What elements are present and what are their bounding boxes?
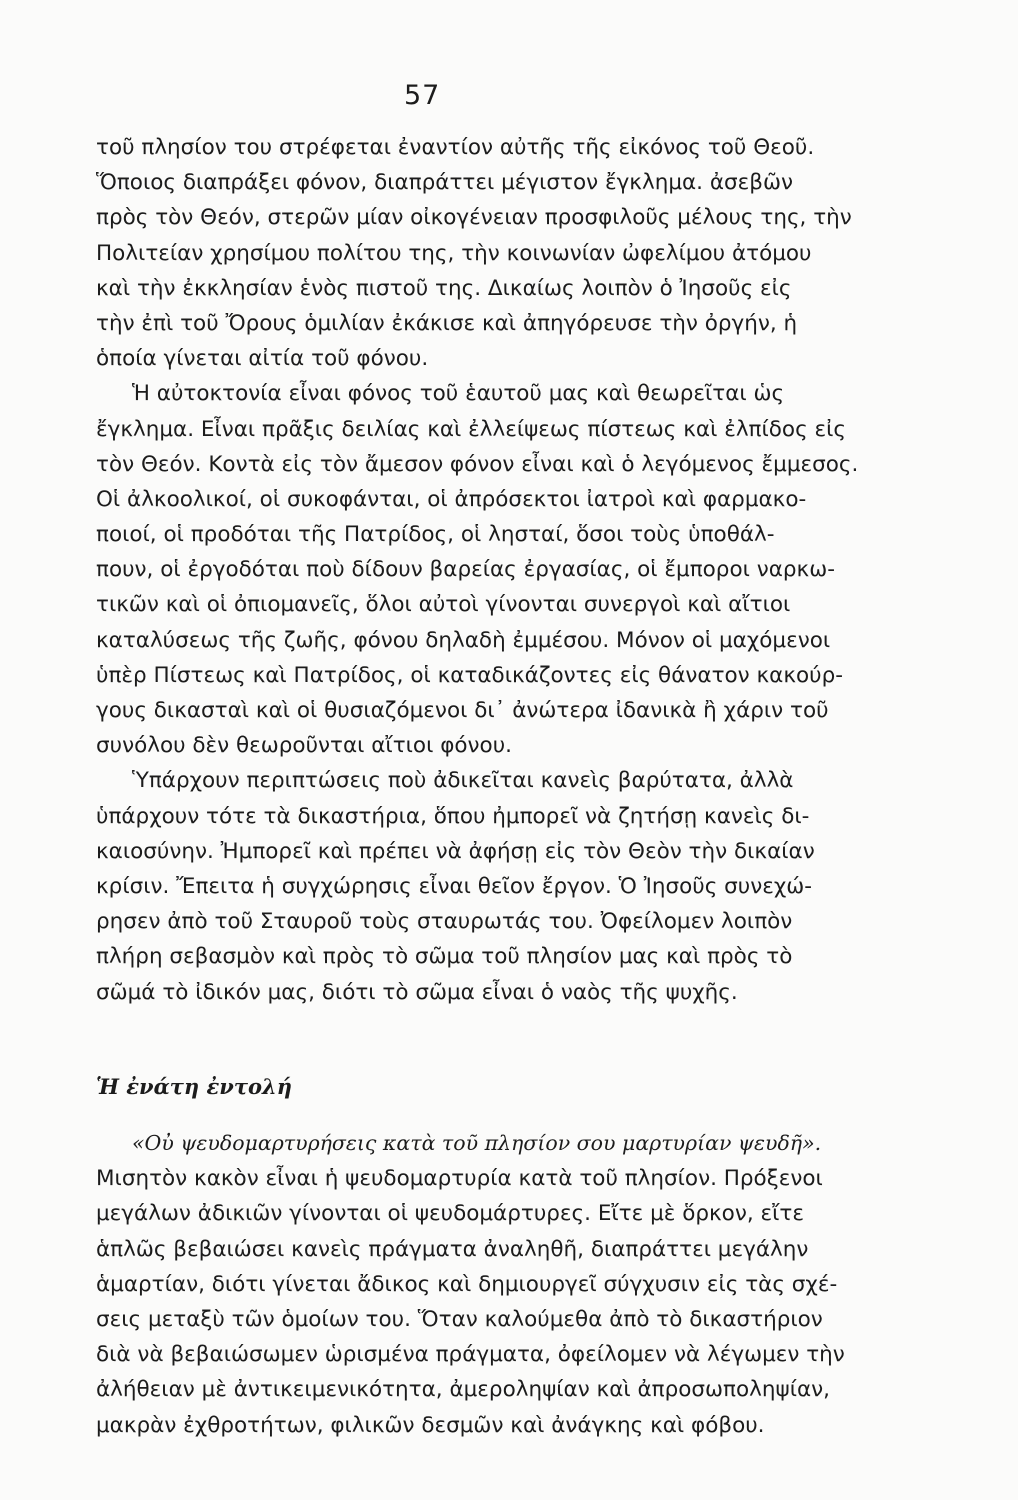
text-line: καταλύσεως τῆς ζωῆς, φόνου δηλαδὴ ἐμμέσου. Μόνον οἱ μαχόμενοι xyxy=(96,627,831,653)
text-line: σῶμά τὸ ἰδικόν μας, διότι τὸ σῶμα εἶναι ὁ ναὸς τῆς ψυχῆς. xyxy=(96,979,738,1005)
text-line: ρησεν ἀπὸ τοῦ Σταυροῦ τοὺς σταυρωτάς του. Ὀφείλομεν λοιπὸν xyxy=(96,909,793,935)
text-line: μεγάλων ἀδικιῶν γίνονται οἱ ψευδομάρτυρες. Εἴτε μὲ ὅρκον, εἴτε xyxy=(96,1201,804,1227)
text-line: γους δικασταὶ καὶ οἱ θυσιαζόμενοι δι᾽ ἀνώτερα ἰδανικὰ ἢ χάριν τοῦ xyxy=(96,698,829,723)
text-line: τὴν ἐπὶ τοῦ Ὄρους ὁμιλίαν ἐκάκισε καὶ ἀπηγόρευσε τὴν ὀργήν, ἡ xyxy=(96,310,798,336)
text-line: Μισητὸν κακὸν εἶναι ἡ ψευδομαρτυρία κατὰ τοῦ πλησίον. Πρόξενοι xyxy=(96,1166,823,1192)
text-line: ἁμαρτίαν, διότι γίνεται ἄδικος καὶ δημιουργεῖ σύγχυσιν εἰς τὰς σχέ- xyxy=(96,1271,838,1297)
text-line: Ἡ αὐτοκτονία εἶναι φόνος τοῦ ἑαυτοῦ μας καὶ θεωρεῖται ὡς xyxy=(132,381,785,407)
text-line: κρίσιν. Ἔπειτα ἡ συγχώρησις εἶναι θεῖον ἔργον. Ὁ Ἰησοῦς συνεχώ- xyxy=(96,873,813,899)
page-number: 57 xyxy=(404,80,441,111)
body-text-section-2 xyxy=(96,1126,964,1443)
text-line: πρὸς τὸν Θεόν, στερῶν μίαν οἰκογένειαν προσφιλοῦς μέλους της, τὴν xyxy=(96,205,852,231)
body-text-section-1 xyxy=(96,130,964,1010)
text-line: πλήρη σεβασμὸν καὶ πρὸς τὸ σῶμα τοῦ πλησίον μας καὶ πρὸς τὸ xyxy=(96,944,793,970)
text-line: σεις μεταξὺ τῶν ὁμοίων του. Ὅταν καλούμεθα ἀπὸ τὸ δικαστήριον xyxy=(96,1306,823,1332)
text-line: Οἱ ἀλκοολικοί, οἱ συκοφάνται, οἱ ἀπρόσεκτοι ἰατροὶ καὶ φαρμακο- xyxy=(96,486,807,512)
text-line: ὑπὲρ Πίστεως καὶ Πατρίδος, οἱ καταδικάζοντες εἰς θάνατον κακούρ- xyxy=(96,662,844,688)
text-line: ὁποία γίνεται αἰτία τοῦ φόνου. xyxy=(96,346,429,372)
text-line: ἔγκλημα. Εἶναι πρᾶξις δειλίας καὶ ἐλλείψεως πίστεως καὶ ἐλπίδος εἰς xyxy=(96,416,847,442)
text-line: συνόλου δὲν θεωροῦνται αἴτιοι φόνου. xyxy=(96,733,512,759)
section-heading: Ἡ ἐνάτη ἐντολή xyxy=(96,1074,292,1099)
text-line: καὶ τὴν ἐκκλησίαν ἑνὸς πιστοῦ της. Δικαίως λοιπὸν ὁ Ἰησοῦς εἰς xyxy=(96,275,792,301)
text-line: Πολιτείαν χρησίμου πολίτου της, τὴν κοινωνίαν ὠφελίμου ἀτόμου xyxy=(96,240,812,266)
text-line: Ὅποιος διαπράξει φόνον, διαπράττει μέγιστον ἔγκλημα. ἀσεβῶν xyxy=(96,170,793,196)
text-line: τικῶν καὶ οἱ ὀπιομανεῖς, ὅλοι αὐτοὶ γίνονται συνεργοὶ καὶ αἴτιοι xyxy=(96,592,791,618)
text-line: καιοσύνην. Ἠμπορεῖ καὶ πρέπει νὰ ἀφήσῃ εἰς τὸν Θεὸν τὴν δικαίαν xyxy=(96,838,815,864)
text-line: ποιοί, οἱ προδόται τῆς Πατρίδος, οἱ λησταί, ὅσοι τοὺς ὑποθάλ- xyxy=(96,522,775,548)
text-line: ὑπάρχουν τότε τὰ δικαστήρια, ὅπου ἠμπορεῖ νὰ ζητήσῃ κανεὶς δι- xyxy=(96,803,810,829)
text-line: τοῦ πλησίον του στρέφεται ἐναντίον αὐτῆς τῆς εἰκόνος τοῦ Θεοῦ. xyxy=(96,135,815,160)
text-line: ἁπλῶς βεβαιώσει κανεὶς πράγματα ἀναληθῆ, διαπράττει μεγάλην xyxy=(96,1236,809,1262)
commandment-quote: «Οὐ ψευδομαρτυρήσεις κατὰ τοῦ πλησίον σου μαρτυρίαν ψευδῆ». xyxy=(132,1131,822,1155)
text-line: ἀλήθειαν μὲ ἀντικειμενικότητα, ἀμεροληψίαν καὶ ἀπροσωποληψίαν, xyxy=(96,1377,830,1403)
text-line: τὸν Θεόν. Κοντὰ εἰς τὸν ἄμεσον φόνον εἶναι καὶ ὁ λεγόμενος ἔμμεσος. xyxy=(96,451,859,477)
text-line: μακρὰν ἐχθροτήτων, φιλικῶν δεσμῶν καὶ ἀνάγκης καὶ φόβου. xyxy=(96,1412,765,1438)
text-line: διὰ νὰ βεβαιώσωμεν ὡρισμένα πράγματα, ὀφείλομεν νὰ λέγωμεν τὴν xyxy=(96,1342,845,1368)
text-line: Ὑπάρχουν περιπτώσεις ποὺ ἀδικεῖται κανεὶς βαρύτατα, ἀλλὰ xyxy=(132,768,794,794)
text-line: πουν, οἱ ἐργοδόται ποὺ δίδουν βαρείας ἐργασίας, οἱ ἔμποροι ναρκω- xyxy=(96,557,835,583)
